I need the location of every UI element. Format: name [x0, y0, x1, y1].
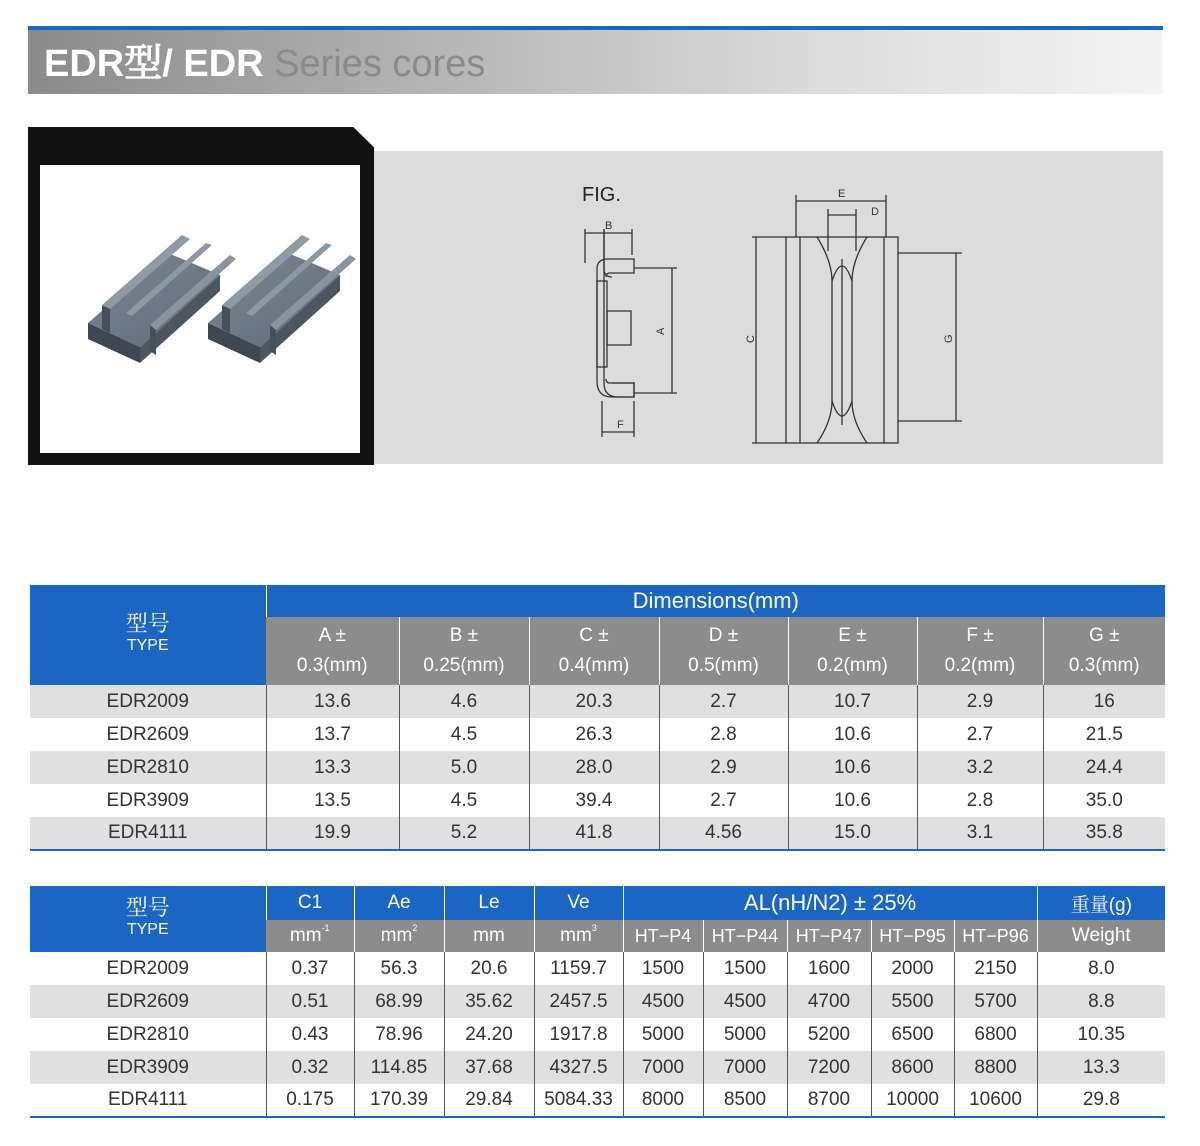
table-cell: 78.96 [354, 1018, 444, 1051]
dimension-column-header [529, 617, 659, 685]
ve-unit-text: mm [560, 925, 592, 946]
type-cell-value: EDR2609 [30, 718, 266, 751]
table-cell: 2150 [954, 952, 1037, 985]
table-cell: 5200 [787, 1018, 871, 1051]
table-cell: 1500 [703, 952, 787, 985]
core-piece-right [208, 235, 356, 363]
table-cell: 41.8 [529, 817, 659, 850]
table-cell: 2.8 [917, 784, 1043, 817]
table-row [30, 784, 1165, 817]
table-cell: 15.0 [788, 817, 917, 850]
dimension-column-header [788, 617, 917, 685]
dim-a-label: A [655, 327, 667, 335]
ve-unit [534, 920, 623, 952]
dimension-tolerance: 0.3(mm) [296, 655, 368, 676]
table-cell: 2.8 [659, 718, 788, 751]
table-cell: 1917.8 [534, 1018, 623, 1051]
figure-label: FIG. [582, 184, 621, 206]
table-cell: 2.7 [659, 784, 788, 817]
type-header-cn: 型号 [125, 611, 170, 636]
dimension-symbol: A ± [318, 625, 346, 646]
material-header: HT−P47 [787, 920, 871, 952]
dimension-column-header [266, 617, 399, 685]
table-cell: 10.6 [788, 718, 917, 751]
table-cell: 3.1 [917, 817, 1043, 850]
table-row [30, 685, 1165, 718]
type-cell-value: EDR3909 [30, 1051, 266, 1084]
dimension-column-header [1043, 617, 1165, 685]
title-strong: EDR型/ EDR [44, 43, 264, 85]
table-cell: 39.4 [529, 784, 659, 817]
table-cell: 29.84 [444, 1084, 534, 1117]
table-cell: 0.43 [266, 1018, 354, 1051]
dimensions-table [30, 585, 1165, 851]
material-header: HT−P96 [954, 920, 1037, 952]
dimension-tolerance: 0.4(mm) [558, 655, 630, 676]
material-header: HT−P95 [871, 920, 954, 952]
table-cell: 5500 [871, 985, 954, 1018]
material-header: HT−P44 [703, 920, 787, 952]
ae-header: Ae [354, 886, 444, 920]
type-header-2 [30, 886, 266, 952]
dimension-symbol: E ± [838, 625, 867, 646]
dimension-column-header [659, 617, 788, 685]
table-cell: 170.39 [354, 1084, 444, 1117]
table-cell: 8.8 [1037, 985, 1165, 1018]
table-cell: 6500 [871, 1018, 954, 1051]
table-row [30, 985, 1165, 1018]
type-header-2-en: TYPE [126, 921, 169, 938]
table-cell: 7200 [787, 1051, 871, 1084]
table-cell: 8600 [871, 1051, 954, 1084]
table-cell: 28.0 [529, 751, 659, 784]
table-cell: 8500 [703, 1084, 787, 1117]
dimension-tolerance: 0.2(mm) [944, 655, 1016, 676]
le-header: Le [444, 886, 534, 920]
type-cell-value: EDR3909 [30, 784, 266, 817]
table-cell: 5000 [623, 1018, 703, 1051]
table-cell: 13.7 [266, 718, 399, 751]
type-cell-value: EDR4111 [30, 817, 266, 850]
dimension-tolerance: 0.5(mm) [688, 655, 759, 676]
ve-header: Ve [534, 886, 623, 920]
dimension-symbol: B ± [449, 625, 479, 646]
dimension-tolerance: 0.3(mm) [1068, 655, 1140, 676]
dimension-column-header [399, 617, 529, 685]
table-cell: 56.3 [354, 952, 444, 985]
table-cell: 24.4 [1043, 751, 1165, 784]
table-cell: 8000 [623, 1084, 703, 1117]
table-cell: 10.7 [788, 685, 917, 718]
table-cell: 0.37 [266, 952, 354, 985]
type-cell-value: EDR2810 [30, 751, 266, 784]
table-cell: 1159.7 [534, 952, 623, 985]
dim-e-label: E [838, 188, 846, 200]
table-row [30, 817, 1165, 850]
table-cell: 10.6 [788, 751, 917, 784]
table-cell: 10.6 [788, 784, 917, 817]
technical-drawing [372, 151, 1163, 464]
material-header: HT−P4 [623, 920, 703, 952]
table-cell: 13.3 [1037, 1051, 1165, 1084]
table-cell: 10.35 [1037, 1018, 1165, 1051]
table-row [30, 952, 1165, 985]
page-title [44, 42, 485, 86]
table-cell: 8700 [787, 1084, 871, 1117]
table-cell: 4327.5 [534, 1051, 623, 1084]
dimensions-group-header: Dimensions(mm) [266, 585, 1165, 617]
dimension-symbol: F ± [966, 625, 994, 646]
type-header-2-cn: 型号 [125, 895, 170, 920]
ae-unit [354, 920, 444, 952]
weight-header-cn: 重量(g) [1037, 886, 1165, 920]
product-photo [40, 165, 360, 453]
table-cell: 8.0 [1037, 952, 1165, 985]
dimension-column-header [917, 617, 1043, 685]
table-cell: 13.6 [266, 685, 399, 718]
dimension-symbol: G ± [1089, 625, 1120, 646]
le-unit: mm [444, 920, 534, 952]
table-cell: 2.7 [917, 718, 1043, 751]
table-cell: 2000 [871, 952, 954, 985]
table-cell: 20.3 [529, 685, 659, 718]
table-cell: 2457.5 [534, 985, 623, 1018]
type-header-en: TYPE [126, 637, 169, 654]
dimension-symbol: C ± [579, 625, 609, 646]
table-cell: 20.6 [444, 952, 534, 985]
dim-f-label: F [617, 419, 624, 431]
table-cell: 5084.33 [534, 1084, 623, 1117]
table-cell: 5700 [954, 985, 1037, 1018]
table-cell: 2.9 [659, 751, 788, 784]
table-cell: 7000 [623, 1051, 703, 1084]
table-cell: 5.2 [399, 817, 529, 850]
dimension-tolerance: 0.2(mm) [817, 655, 888, 676]
type-header [30, 585, 266, 685]
table-cell: 6800 [954, 1018, 1037, 1051]
table-cell: 26.3 [529, 718, 659, 751]
dim-g-label: G [943, 334, 955, 343]
type-cell-value: EDR4111 [30, 1084, 266, 1117]
table-cell: 16 [1043, 685, 1165, 718]
table-cell: 7000 [703, 1051, 787, 1084]
core-piece-left [88, 235, 236, 363]
table-cell: 5000 [703, 1018, 787, 1051]
table-row [30, 751, 1165, 784]
table-cell: 4500 [703, 985, 787, 1018]
table-cell: 10000 [871, 1084, 954, 1117]
table-cell: 2.7 [659, 685, 788, 718]
al-group-header: AL(nH/N2) ± 25% [623, 886, 1037, 920]
dim-b-label: B [605, 220, 613, 232]
table-cell: 4500 [623, 985, 703, 1018]
type-cell-value: EDR2810 [30, 1018, 266, 1051]
table-row [30, 718, 1165, 751]
table-cell: 8800 [954, 1051, 1037, 1084]
dimension-symbol: D ± [708, 625, 739, 646]
table-cell: 1600 [787, 952, 871, 985]
table-cell: 13.3 [266, 751, 399, 784]
dimension-tolerance: 0.25(mm) [423, 655, 505, 676]
table-cell: 35.62 [444, 985, 534, 1018]
title-banner [28, 26, 1163, 94]
edr-core-photo [40, 165, 360, 453]
table-cell: 4700 [787, 985, 871, 1018]
table-cell: 3.2 [917, 751, 1043, 784]
table-cell: 1500 [623, 952, 703, 985]
table-cell: 29.8 [1037, 1084, 1165, 1117]
c1-header: C1 [266, 886, 354, 920]
table-cell: 10600 [954, 1084, 1037, 1117]
table-cell: 19.9 [266, 817, 399, 850]
title-light: Series cores [274, 43, 486, 85]
c1-unit [266, 920, 354, 952]
table-row [30, 1051, 1165, 1084]
table-cell: 35.8 [1043, 817, 1165, 850]
type-cell-value: EDR2609 [30, 985, 266, 1018]
ae-unit-text: mm [380, 925, 413, 946]
dim-d-label: D [871, 206, 879, 218]
weight-header-en: Weight [1037, 920, 1165, 952]
ae-unit-exp: 2 [412, 923, 418, 933]
table-cell: 4.5 [399, 718, 529, 751]
table-cell: 2.9 [917, 685, 1043, 718]
electrical-table [30, 886, 1165, 1118]
table-cell: 21.5 [1043, 718, 1165, 751]
table-cell: 4.5 [399, 784, 529, 817]
table-cell: 37.68 [444, 1051, 534, 1084]
table-row [30, 1018, 1165, 1051]
table-cell: 114.85 [354, 1051, 444, 1084]
table-cell: 68.99 [354, 985, 444, 1018]
table-cell: 13.5 [266, 784, 399, 817]
table-cell: 35.0 [1043, 784, 1165, 817]
table-row [30, 1084, 1165, 1117]
table-cell: 4.6 [399, 685, 529, 718]
c1-unit-exp: -1 [321, 923, 330, 933]
table-cell: 0.51 [266, 985, 354, 1018]
table-cell: 4.56 [659, 817, 788, 850]
table-cell: 24.20 [444, 1018, 534, 1051]
type-cell-value: EDR2009 [30, 685, 266, 718]
table-cell: 0.32 [266, 1051, 354, 1084]
table-cell: 0.175 [266, 1084, 354, 1117]
table-cell: 5.0 [399, 751, 529, 784]
product-photo-frame [28, 127, 374, 465]
dim-c-label: C [745, 335, 757, 343]
ve-unit-exp: 3 [591, 923, 597, 933]
c1-unit-text: mm [289, 925, 322, 946]
type-cell-value: EDR2009 [30, 952, 266, 985]
